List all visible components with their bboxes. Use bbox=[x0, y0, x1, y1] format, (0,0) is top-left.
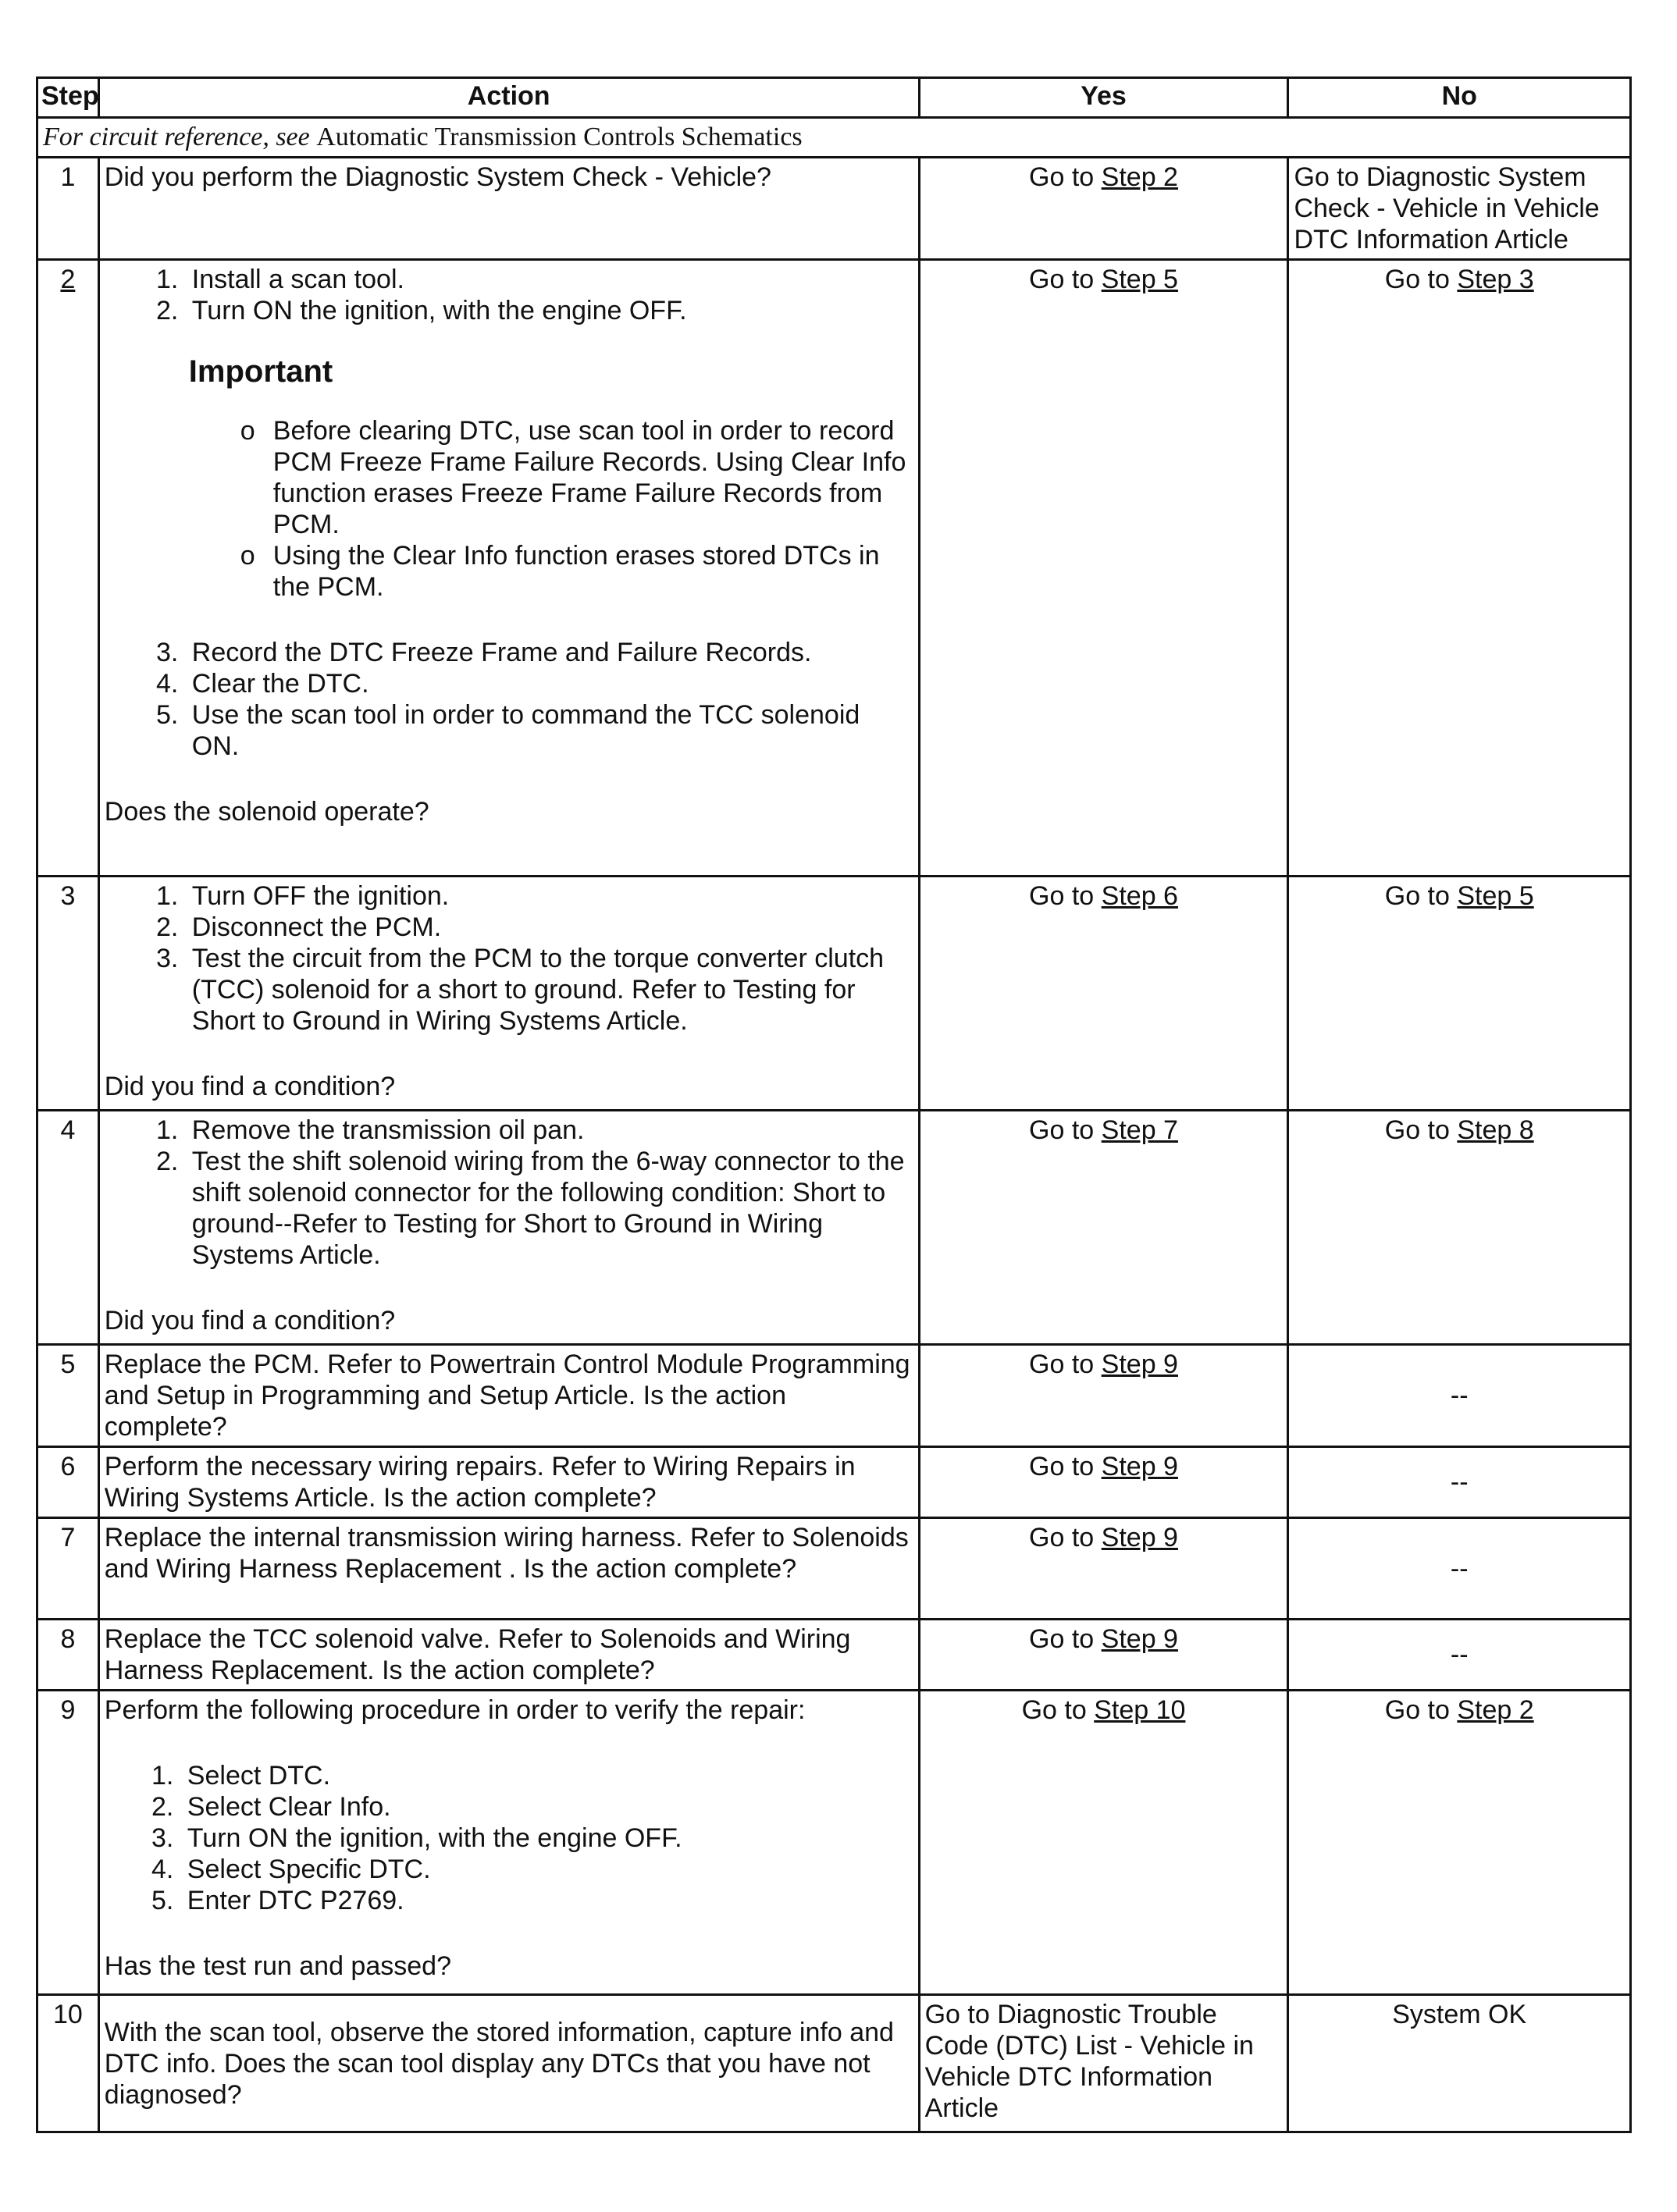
goto-label: Go to bbox=[1384, 265, 1450, 294]
action-intro: Perform the following procedure in order to verify the repair: bbox=[104, 1695, 806, 1725]
no-step-link[interactable]: Step 5 bbox=[1457, 881, 1534, 911]
table-row bbox=[37, 877, 1631, 1111]
no-step-link[interactable]: Step 8 bbox=[1457, 1115, 1534, 1145]
action-step: 3. Test the circuit from the PCM to the torque converter clutch (TCC) solenoid for a short to ground. Refer to Testing for Short to Ground in Wiring Systems Article. bbox=[186, 943, 913, 1037]
action-cell bbox=[98, 877, 919, 1111]
step-number bbox=[37, 260, 99, 877]
no-cell bbox=[1288, 260, 1631, 877]
reference-link[interactable]: Automatic Transmission Controls Schematics bbox=[316, 123, 803, 151]
action-question: Does the solenoid operate? bbox=[104, 797, 429, 827]
table-row bbox=[37, 1345, 1631, 1447]
spacer bbox=[105, 1271, 913, 1305]
yes-step-link[interactable]: Step 7 bbox=[1101, 1115, 1178, 1145]
yes-cell bbox=[919, 1518, 1288, 1620]
table-row bbox=[37, 1518, 1631, 1620]
action-text: Did you perform the Diagnostic System Check - Vehicle? bbox=[98, 158, 919, 260]
step-number: 6 bbox=[37, 1447, 99, 1518]
no-step-link[interactable]: Step 2 bbox=[1457, 1695, 1534, 1725]
action-steps bbox=[105, 264, 913, 326]
yes-step-link[interactable]: Step 9 bbox=[1101, 1523, 1178, 1552]
step-number: 9 bbox=[37, 1691, 99, 1995]
no-value: -- bbox=[1288, 1447, 1631, 1518]
action-step: 1. Turn OFF the ignition. bbox=[186, 880, 913, 912]
no-cell bbox=[1288, 1111, 1631, 1345]
yes-cell bbox=[919, 1345, 1288, 1447]
action-text: Replace the internal transmission wiring harness. Refer to Solenoids and Wiring Harness Replacement . Is the action complete? bbox=[98, 1518, 919, 1620]
table-row bbox=[37, 1111, 1631, 1345]
action-question: Did you find a condition? bbox=[104, 1072, 396, 1101]
goto-label: Go to bbox=[1029, 1624, 1095, 1654]
yes-step-link[interactable]: Step 9 bbox=[1101, 1452, 1178, 1481]
yes-step-link[interactable]: Step 9 bbox=[1101, 1624, 1178, 1654]
action-steps bbox=[105, 1760, 913, 1916]
spacer bbox=[105, 1916, 913, 1951]
reference-row bbox=[37, 118, 1631, 158]
spacer bbox=[105, 603, 913, 637]
action-cell bbox=[98, 1111, 919, 1345]
action-steps bbox=[105, 1115, 913, 1271]
no-value: System OK bbox=[1288, 1995, 1631, 2132]
reference-prefix: For circuit reference, see bbox=[43, 123, 310, 151]
no-cell bbox=[1288, 877, 1631, 1111]
note-item: o Using the Clear Info function erases stored DTCs in the PCM. bbox=[273, 540, 913, 603]
action-text: With the scan tool, observe the stored information, capture info and DTC info. Does the scan tool display any DTCs that you have not diagnosed? bbox=[98, 1995, 919, 2132]
action-steps bbox=[105, 637, 913, 762]
goto-label: Go to bbox=[1029, 1115, 1095, 1145]
yes-step-link[interactable]: Step 2 bbox=[1101, 162, 1178, 192]
action-step: 4. Clear the DTC. bbox=[186, 668, 913, 699]
step-number: 4 bbox=[37, 1111, 99, 1345]
action-step: 3. Record the DTC Freeze Frame and Failure Records. bbox=[186, 637, 913, 668]
header-step: Step bbox=[37, 78, 99, 118]
action-text: Replace the PCM. Refer to Powertrain Control Module Programming and Setup in Programming and Setup Article. Is the action complete? bbox=[98, 1345, 919, 1447]
yes-cell bbox=[919, 158, 1288, 260]
action-question: Has the test run and passed? bbox=[104, 1951, 451, 1981]
goto-label: Go to bbox=[1029, 1350, 1095, 1379]
no-value: -- bbox=[1288, 1345, 1631, 1447]
no-value: -- bbox=[1288, 1518, 1631, 1620]
important-heading: Important bbox=[188, 354, 333, 389]
step-number-link[interactable]: 2 bbox=[60, 265, 76, 294]
no-cell bbox=[1288, 1691, 1631, 1995]
action-step: 2. Disconnect the PCM. bbox=[186, 912, 913, 943]
step-number: 10 bbox=[37, 1995, 99, 2132]
action-cell bbox=[98, 260, 919, 877]
action-step: 5. Use the scan tool in order to command the TCC solenoid ON. bbox=[186, 699, 913, 762]
action-text: Replace the TCC solenoid valve. Refer to Solenoids and Wiring Harness Replacement. Is the action complete? bbox=[98, 1620, 919, 1691]
yes-step-link[interactable]: Step 6 bbox=[1101, 881, 1178, 911]
yes-cell bbox=[919, 1447, 1288, 1518]
header-row bbox=[37, 78, 1631, 118]
yes-step-link[interactable]: Step 5 bbox=[1101, 265, 1178, 294]
step-number: 5 bbox=[37, 1345, 99, 1447]
table-row bbox=[37, 1447, 1631, 1518]
step-number: 8 bbox=[37, 1620, 99, 1691]
yes-cell bbox=[919, 1620, 1288, 1691]
goto-label: Go to bbox=[1029, 162, 1095, 192]
goto-label: Go to bbox=[1384, 1115, 1450, 1145]
yes-link[interactable]: Go to Diagnostic Trouble Code (DTC) List - Vehicle in Vehicle DTC Information Article bbox=[919, 1995, 1288, 2132]
action-step: 1. Select DTC. bbox=[181, 1760, 913, 1791]
step-number: 3 bbox=[37, 877, 99, 1111]
action-question: Did you find a condition? bbox=[104, 1306, 396, 1335]
yes-step-link[interactable]: Step 9 bbox=[1101, 1350, 1178, 1379]
spacer bbox=[105, 1726, 913, 1760]
action-step: 1. Remove the transmission oil pan. bbox=[186, 1115, 913, 1146]
goto-label: Go to bbox=[1384, 881, 1450, 911]
diagnostic-table bbox=[36, 76, 1632, 2133]
reference-cell bbox=[37, 118, 1631, 158]
action-text: Perform the necessary wiring repairs. Refer to Wiring Repairs in Wiring Systems Article. Is the action complete? bbox=[98, 1447, 919, 1518]
action-step: 4. Select Specific DTC. bbox=[181, 1854, 913, 1885]
goto-label: Go to bbox=[1029, 881, 1095, 911]
table-row bbox=[37, 1691, 1631, 1995]
goto-label: Go to bbox=[1029, 1523, 1095, 1552]
yes-cell bbox=[919, 1111, 1288, 1345]
no-value: -- bbox=[1288, 1620, 1631, 1691]
yes-step-link[interactable]: Step 10 bbox=[1094, 1695, 1186, 1725]
yes-cell bbox=[919, 260, 1288, 877]
spacer bbox=[105, 762, 913, 796]
diagnostic-table-page bbox=[36, 76, 1632, 2133]
step-number: 7 bbox=[37, 1518, 99, 1620]
action-step: 2. Turn ON the ignition, with the engine OFF. bbox=[186, 295, 913, 326]
no-link[interactable]: Go to Diagnostic System Check - Vehicle in Vehicle DTC Information Article bbox=[1288, 158, 1631, 260]
table-row bbox=[37, 1995, 1631, 2132]
goto-label: Go to bbox=[1029, 1452, 1095, 1481]
step-number: 1 bbox=[37, 158, 99, 260]
action-step: 1. Install a scan tool. bbox=[186, 264, 913, 295]
action-cell bbox=[98, 1691, 919, 1995]
action-steps bbox=[105, 880, 913, 1037]
table-row bbox=[37, 260, 1631, 877]
important-notes bbox=[105, 415, 913, 603]
spacer bbox=[105, 1037, 913, 1071]
header-no: No bbox=[1288, 78, 1631, 118]
no-step-link[interactable]: Step 3 bbox=[1457, 265, 1534, 294]
goto-label: Go to bbox=[1029, 265, 1095, 294]
goto-label: Go to bbox=[1384, 1695, 1450, 1725]
table-row bbox=[37, 158, 1631, 260]
yes-cell bbox=[919, 877, 1288, 1111]
table-row bbox=[37, 1620, 1631, 1691]
yes-cell bbox=[919, 1691, 1288, 1995]
goto-label: Go to bbox=[1021, 1695, 1087, 1725]
action-step: 3. Turn ON the ignition, with the engine OFF. bbox=[181, 1823, 913, 1854]
action-step: 2. Test the shift solenoid wiring from the 6-way connector to the shift solenoid connector for the following condition: Short to ground--Refer to Testing for Short to Ground in Wiring Systems Article. bbox=[186, 1146, 913, 1271]
note-item: o Before clearing DTC, use scan tool in order to record PCM Freeze Frame Failure Records. Using Clear Info function erases Freeze Frame Failure Records from PCM. bbox=[273, 415, 913, 540]
header-action: Action bbox=[98, 78, 919, 118]
action-step: 2. Select Clear Info. bbox=[181, 1791, 913, 1823]
action-step: 5. Enter DTC P2769. bbox=[181, 1885, 913, 1916]
header-yes: Yes bbox=[919, 78, 1288, 118]
